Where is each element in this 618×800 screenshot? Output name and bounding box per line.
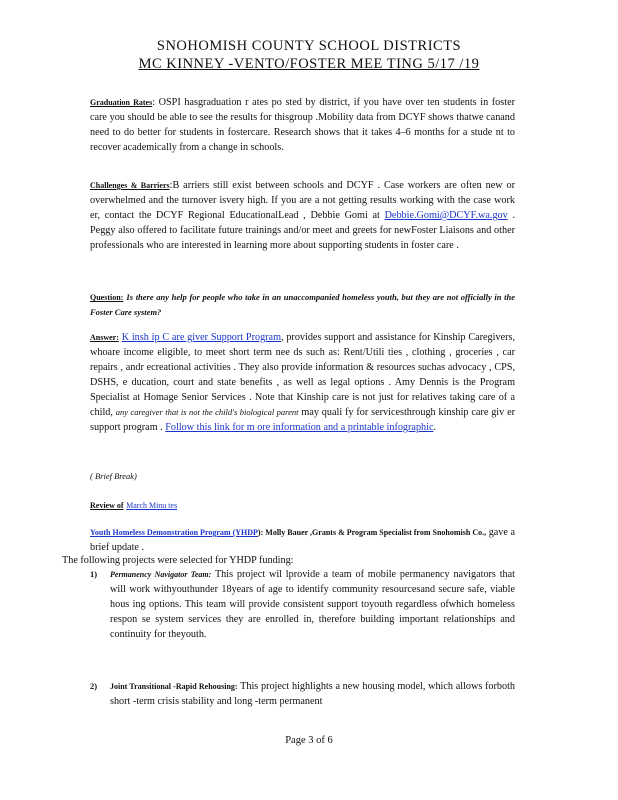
graduation-paragraph — [90, 95, 515, 155]
item-label: Joint Transitional -Rapid Rehousing: — [110, 682, 238, 691]
review-line — [90, 498, 515, 513]
answer-end: . — [433, 422, 437, 433]
question-text: Is there any help for people who take in an unaccompanied homeless youth, but they are not officially in the Foster Care system? — [90, 292, 516, 317]
brief-break: ( Brief Break) — [90, 471, 137, 481]
header-line-2: MC KINNEY -VENTO/FOSTER MEE TING 5/17 /19 — [138, 56, 480, 72]
yhdp-label-rest: : Molly Bauer ,Grants & Program Specialist from Snohomish Co., — [260, 528, 487, 537]
challenges-text-after: . Peggy also offered to facilitate future trainings and/or meet and greets for newFoster Liaisons and other professionals who are interested in learning more about supporting students in foster care . — [90, 210, 516, 251]
review-label: Review of — [90, 501, 124, 510]
dcyf-email-link[interactable]: Debbie.Gomi@DCYF.wa.gov — [384, 210, 508, 221]
question-paragraph — [90, 290, 515, 320]
yhdp-link[interactable]: Youth Homeless Demonstration Program (YHDP — [90, 528, 258, 537]
yhdp-line2: The following projects were selected for YHDP funding: — [62, 555, 294, 566]
answer-italic: any caregiver that is not the child's biological parent — [115, 407, 299, 417]
yhdp-item-1 — [90, 567, 515, 642]
question-label: Question: — [90, 293, 124, 302]
yhdp-paragraph — [90, 525, 515, 555]
header-line-1: SNOHOMISH COUNTY SCHOOL DISTRICTS — [156, 38, 462, 54]
item-text: This project highlights a new housing model, which allows forboth short -term crisis stability and long -term permanent — [110, 681, 516, 707]
yhdp-text: gave a brief update . — [90, 527, 516, 553]
kinship-program-link[interactable]: K insh ip C are giver Support Program — [121, 332, 281, 343]
answer-text-1: , provides support and assistance for Kinship Caregivers, whoare income eligible, to meet short term nee ds such as: Rent/Utili ties , clothing , groceries , car repairs , andr ecreational activities . They also provide information & resources suchas advocacy , CPS, DSHS, e ducation, court and state benefits , as well as legal options . Amy Dennis is the Program Specialist at Homage Senior Services . Note that Kinship care is not just for relatives taking care of a child, — [90, 332, 515, 418]
infographic-link[interactable]: Follow this link for m ore information and a printable infographic — [165, 422, 434, 433]
item-number: 2) — [90, 681, 98, 691]
yhdp-item-2 — [90, 679, 516, 709]
answer-label: Answer: — [90, 333, 119, 342]
challenges-text-before: :B arriers still exist between schools and DCYF . Case workers are often new or overwhelmed and the turnover isvery high. If you are a not getting results working with the case work er, contact the DCYF Regional EducationalLead , Debbie Gomi at — [90, 180, 515, 221]
graduation-text: : OSPI hasgraduation r ates po sted by district, if you have over ten students in foster care you should be able to see the results for thisgroup .Mobility data from DCYF shows thatwe canand need to do better for students in fostercare. Research shows that it takes 4–6 months for a stude nt to recover academically from a change in schools. — [90, 97, 515, 153]
yhdp-link-end: ) — [257, 528, 261, 537]
challenges-paragraph — [90, 178, 515, 253]
page-number: Page 3 of 6 — [285, 735, 333, 746]
answer-paragraph — [90, 330, 515, 435]
item-label: Permanency Navigator Team: — [110, 570, 212, 579]
item-text: This project wil lprovide a team of mobile permanency navigators that will work withyouthunder 18years of age to identify community resourcesand secure safe, viable hous ing options. This team will provide consistent support toyouth regardless ofwhich homeless respon se system services they are enrolled in, therefore building important relationships and continuity for theyouth. — [110, 569, 515, 640]
item-number: 1) — [90, 569, 98, 579]
challenges-label: Challenges & Barriers — [90, 181, 170, 190]
march-minutes-link[interactable]: March Minu tes — [126, 501, 178, 510]
graduation-label: Graduation Rates — [90, 98, 153, 107]
answer-text-2: may quali fy for servicesthrough kinship care giv er support program . — [90, 407, 516, 433]
